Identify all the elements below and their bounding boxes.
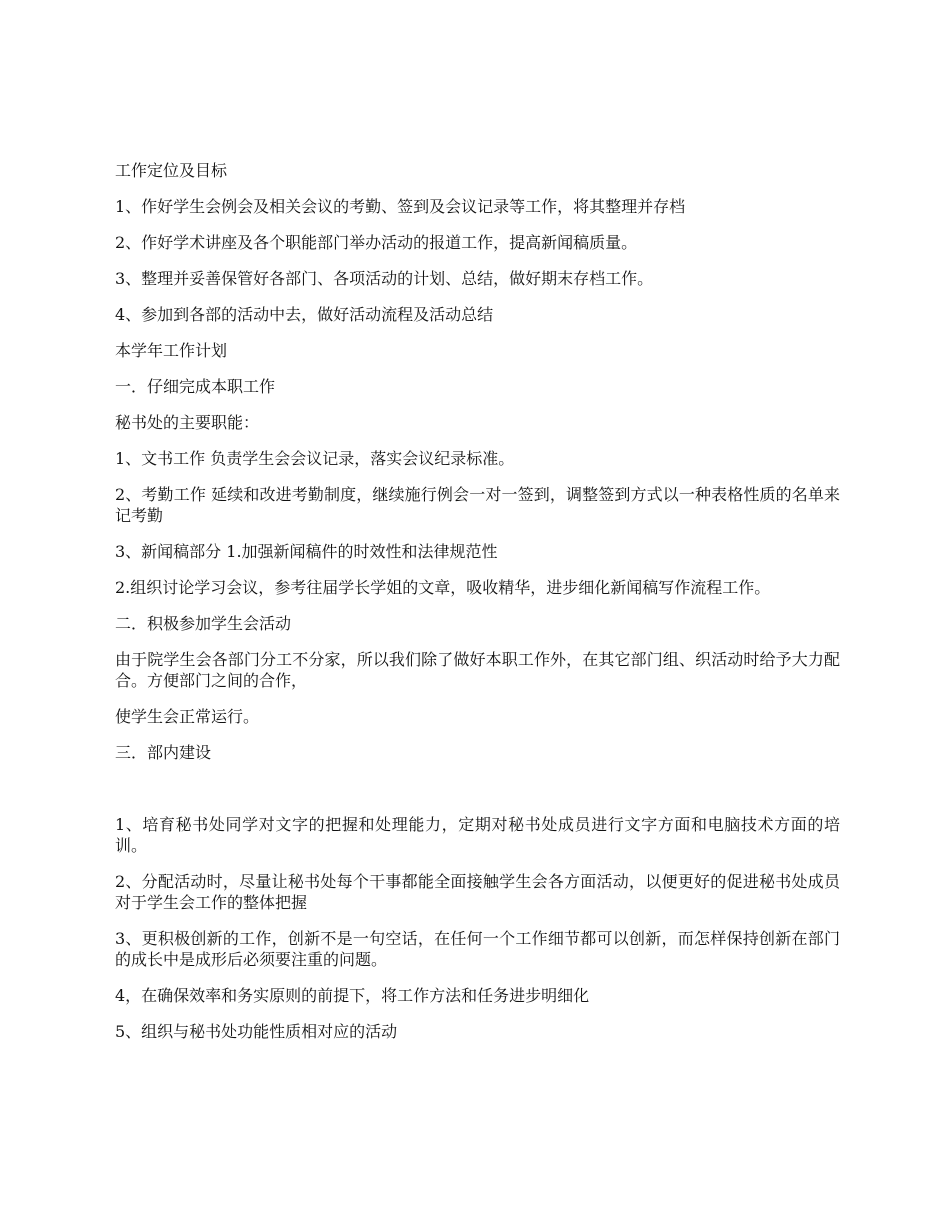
paragraph: 1、文书工作 负责学生会会议记录，落实会议纪录标准。 (115, 449, 515, 468)
paragraph: 2、作好学术讲座及各个职能部门举办活动的报道工作，提高新闻稿质量。 (115, 233, 638, 252)
subheading-activities: 二．积极参加学生会活动 (115, 614, 292, 633)
paragraph: 2、考勤工作 延续和改进考勤制度，继续施行例会一对一签到，调整签到方式以一种表格性质的名单来记考勤 (115, 485, 840, 525)
subheading-duties: 一．仔细完成本职工作 (115, 377, 276, 396)
paragraph: 1、作好学生会例会及相关会议的考勤、签到及会议记录等工作，将其整理并存档 (115, 197, 686, 216)
subheading-internal: 三．部内建设 (115, 743, 212, 762)
blank-line (115, 778, 840, 799)
section-heading-plan: 本学年工作计划 (115, 341, 228, 360)
paragraph: 4、参加到各部的活动中去，做好活动流程及活动总结 (115, 305, 494, 324)
paragraph: 1、培育秘书处同学对文字的把握和处理能力，定期对秘书处成员进行文字方面和电脑技术方面的培训。 (115, 815, 840, 855)
section-heading-goals: 工作定位及目标 (115, 161, 228, 180)
paragraph: 使学生会正常运行。 (115, 707, 260, 726)
paragraph: 3、新闻稿部分 1.加强新闻稿件的时效性和法律规范性 (115, 542, 498, 561)
paragraph: 由于院学生会各部门分工不分家，所以我们除了做好本职工作外，在其它部门组、织活动时给予大力配合。方便部门之间的合作， (115, 650, 840, 690)
document-body (115, 160, 840, 1057)
paragraph: 3、更积极创新的工作，创新不是一句空话，在任何一个工作细节都可以创新，而怎样保持创新在部门的成长中是成形后必须要注重的问题。 (115, 929, 840, 969)
paragraph: 2、分配活动时，尽量让秘书处每个干事都能全面接触学生会各方面活动，以便更好的促进秘书处成员对于学生会工作的整体把握 (115, 872, 840, 912)
paragraph: 2.组织讨论学习会议，参考往届学长学姐的文章，吸收精华，进步细化新闻稿写作流程工作。 (115, 578, 771, 597)
paragraph: 3、整理并妥善保管好各部门、各项活动的计划、总结，做好期末存档工作。 (115, 269, 654, 288)
paragraph: 秘书处的主要职能： (115, 413, 260, 432)
paragraph: 4，在确保效率和务实原则的前提下，将工作方法和任务进步明细化 (115, 986, 590, 1005)
paragraph: 5、组织与秘书处功能性质相对应的活动 (115, 1022, 398, 1041)
